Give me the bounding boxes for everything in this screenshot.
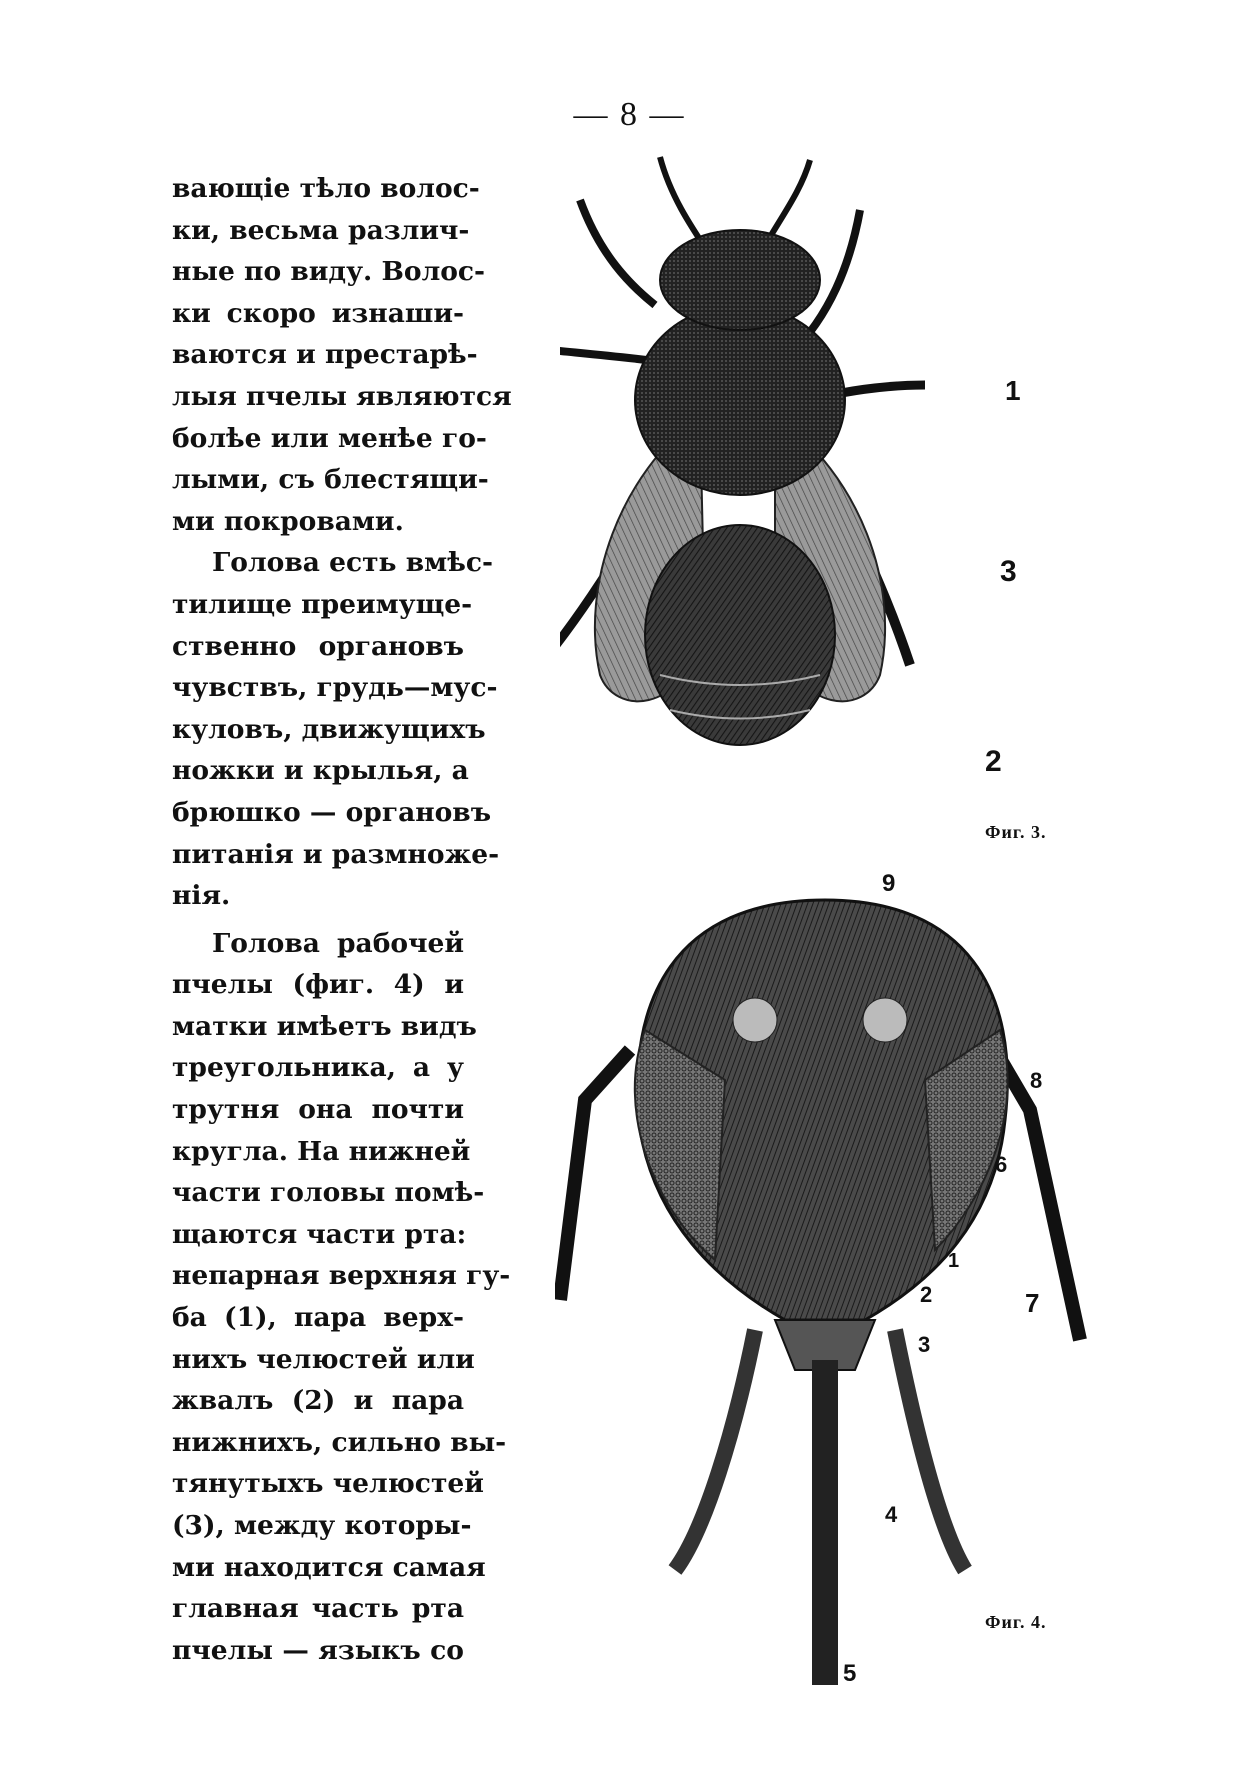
figure-4-caption: Фиг. 4. [985,1612,1047,1632]
figure-3-bee-illustration [560,155,1080,855]
figure-4-label: 9 [882,870,896,897]
text-line: чувствъ, грудь—мус- [172,672,498,704]
text-line: Голова есть вмѣс- [212,547,493,579]
text-line: нижнихъ, сильно вы- [172,1426,507,1458]
text-line: вающіе тѣло волос- [172,173,480,204]
text-line: ные по виду. Волос- [172,256,486,288]
text-line: щаются части рта: [172,1218,467,1250]
text-line: ственно органовъ [172,630,464,662]
figure-4-label: 8 [1030,1068,1043,1093]
text-line: жвалъ (2) и пара [172,1385,464,1417]
text-line: брюшко — органовъ [172,796,492,828]
text-line: ножки и крылья, а [172,755,469,787]
text-line: (3), между которы- [172,1510,472,1541]
text-line: пчелы (фиг. 4) и [172,969,464,1001]
text-line: ваются и престарѣ- [172,339,478,371]
figure-4-label: 4 [885,1502,898,1527]
figure-3-label: 2 [985,745,1002,778]
figure-3-label: 1 [1005,375,1021,406]
text-line: куловъ, движущихъ [172,713,486,745]
text-line: ми покровами. [172,505,404,537]
body-text-column [172,168,512,1671]
text-line: ки скоро изнаши- [172,297,464,329]
text-line: главная часть рта [172,1593,464,1625]
figure-4-label: 2 [920,1282,933,1307]
text-line: Голова рабочей [212,927,464,959]
figure-4-bee-head-illustration [555,880,1095,1700]
text-line: части головы помѣ- [172,1177,485,1209]
text-line: кругла. На нижней [172,1135,471,1167]
figure-3-label: 3 [1000,555,1017,588]
text-line: треугольника, а у [172,1052,464,1084]
page-number: — 8 — [573,96,686,133]
text-line: тилище преимуще- [172,588,473,620]
text-line: лыя пчелы являются [172,380,512,412]
text-line: ба (1), пара верх- [172,1302,464,1334]
text-line: матки имѣетъ видъ [172,1010,477,1042]
text-line: трутня она почти [172,1094,464,1126]
text-line: непарная верхняя гу- [172,1260,511,1292]
text-line: лыми, съ блестящи- [172,464,489,496]
figure-4-label: 5 [843,1660,857,1687]
text-line: нихъ челюстей или [172,1343,475,1375]
text-line: ки, весьма различ- [172,214,470,246]
figure-4-label: 1 [948,1250,960,1272]
text-line: нія. [172,880,231,912]
text-line: болѣе или менѣе го- [172,422,487,454]
figure-4-label: 3 [918,1332,931,1357]
figure-4-label: 6 [995,1152,1008,1177]
text-line: питанія и размноже- [172,838,500,870]
figure-4-label: 7 [1025,1288,1040,1318]
text-line: тянутыхъ челюстей [172,1468,484,1500]
text-line: пчелы — языкъ со [172,1634,464,1666]
figure-3-caption: Фиг. 3. [985,822,1047,842]
text-line: ми находится самая [172,1551,486,1583]
